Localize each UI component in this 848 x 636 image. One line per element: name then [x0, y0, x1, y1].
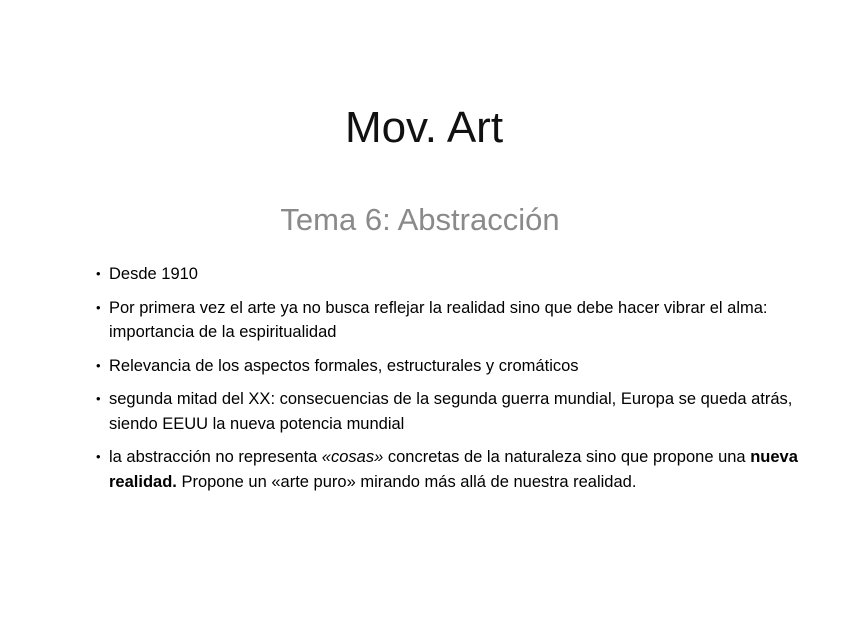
- bullet-item: [96, 387, 816, 436]
- slide-title: Mov. Art: [344, 103, 504, 152]
- bullet-text: Desde 1910: [109, 265, 198, 283]
- bullet-text-italic: «cosas»: [321, 448, 384, 466]
- bullet-dot-icon: •: [96, 449, 101, 464]
- bullet-list: [96, 262, 816, 503]
- bullet-text-segment: concretas de la naturaleza sino que propone una: [383, 448, 751, 466]
- bullet-dot-icon: •: [96, 391, 101, 406]
- bullet-item: [96, 445, 816, 494]
- bullet-item: [96, 354, 816, 379]
- bullet-text-segment: Propone un «arte puro» mirando más allá de nuestra realidad.: [176, 472, 637, 491]
- bullet-dot-icon: •: [96, 357, 101, 373]
- bullet-text: Relevancia de los aspectos formales, estructurales y cromáticos: [109, 356, 579, 375]
- bullet-dot-icon: •: [96, 299, 101, 315]
- bullet-text-segment: la abstracción no representa: [109, 448, 322, 466]
- bullet-item: [96, 262, 816, 287]
- bullet-text-bold: nueva realidad.: [109, 448, 798, 491]
- bullet-text: segunda mitad del XX: consecuencias de la segunda guerra mundial, Europa se queda atrás, siendo EEUU la nueva potencia mundial: [109, 390, 793, 433]
- bullet-dot-icon: •: [96, 266, 101, 281]
- slide-subtitle: Tema 6: Abstracción: [280, 202, 560, 237]
- bullet-text: Por primera vez el arte ya no busca reflejar la realidad sino que debe hacer vibrar el alma: importancia de la espiritualidad: [109, 298, 768, 341]
- bullet-item: [96, 296, 816, 345]
